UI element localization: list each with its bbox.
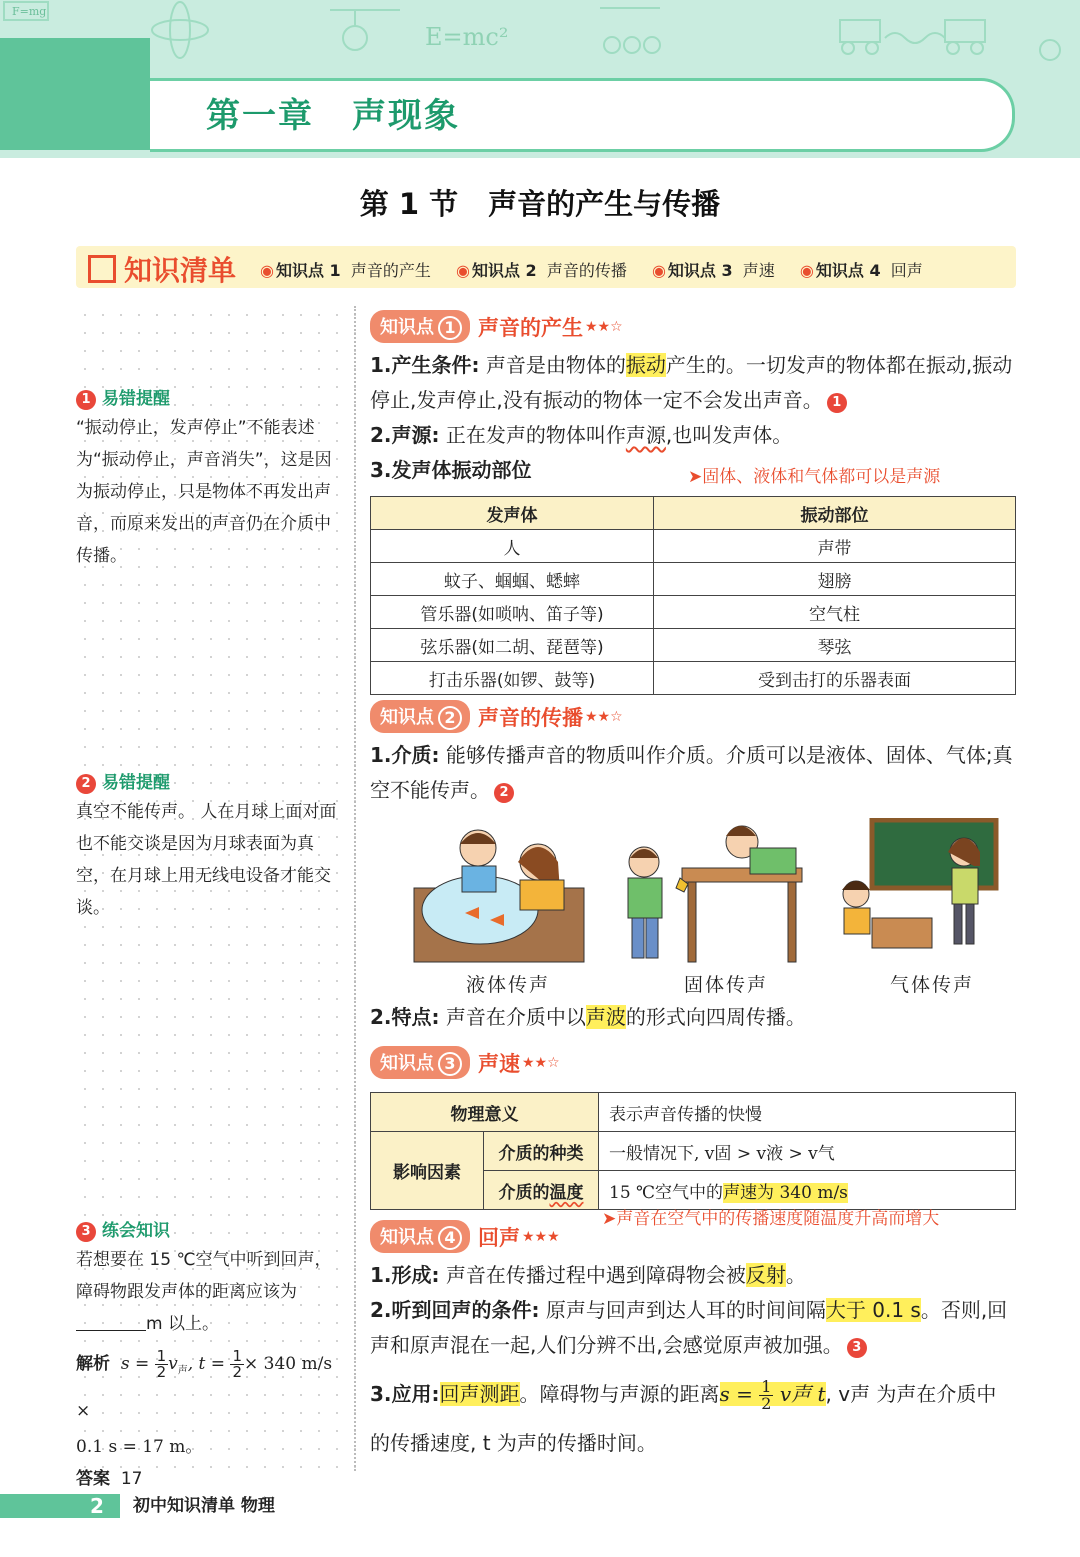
knowledge-list-item[interactable]: ◉ 知识点 3 声速 <box>651 261 775 280</box>
star-rating: ★★☆ <box>522 1054 560 1071</box>
table-row: 物理意义 表示声音传播的快慢 <box>371 1093 1016 1132</box>
kp2-para-2: 2.特点: 声音在介质中以声波的形式向四周传播。 <box>370 1005 806 1029</box>
knowledge-point-4-heading: 知识点 4 回声 ★★★ <box>370 1220 560 1254</box>
tip-text: 真空不能传声。 人在月球上面对面也不能交谈是因为月球表面为真空，在月球上用无线电设备才能交谈。 <box>76 802 337 918</box>
chapter-banner <box>0 0 1080 158</box>
section-title <box>0 182 1080 223</box>
table-row: 介质的温度 15 ℃空气中的声速为 340 m/s <box>371 1171 1016 1210</box>
bullet-icon: ◉ <box>651 261 666 280</box>
practice-badge: 3 <box>76 1222 96 1242</box>
footer-text: 初中知识清单 物理 <box>133 1496 275 1516</box>
tip-badge: 2 <box>494 783 514 803</box>
practice-block <box>76 1218 346 1495</box>
tip-block-2 <box>76 770 346 924</box>
kp4-para-1: 1.形成: 声音在传播过程中遇到障碍物会被反射。 <box>370 1263 806 1287</box>
table-row: 打击乐器(如锣、鼓等) 受到击打的乐器表面 <box>371 662 1016 695</box>
page-number: 2 <box>90 1494 104 1518</box>
practice-answer: 答案 17 <box>76 1469 143 1490</box>
knowledge-list-item[interactable]: ◉ 知识点 2 声音的传播 <box>455 261 627 280</box>
knowledge-point-2-heading: 知识点 2 声音的传播 ★★☆ <box>370 700 623 734</box>
table-row: 蚊子、蝈蝈、蟋蟀 翅膀 <box>371 563 1016 596</box>
table-row: 管乐器(如唢呐、笛子等) 空气柱 <box>371 596 1016 629</box>
classroom-illustration <box>836 818 1006 968</box>
knowledge-list-item[interactable]: ◉ 知识点 1 声音的产生 <box>260 261 431 280</box>
tip-title: 2 易错提醒 <box>76 770 346 796</box>
section-name: 声音的产生与传播 <box>488 187 721 221</box>
banner-tab <box>0 38 150 150</box>
tip-badge: 1 <box>827 393 847 413</box>
table-row: 影响因素 介质的种类 一般情况下, v固 > v液 > v气 <box>371 1132 1016 1171</box>
fishbowl-illustration <box>410 818 590 968</box>
svg-text:F=mg: F=mg <box>12 5 47 18</box>
kp4-para-2: 2.听到回声的条件: 原声与回声到达人耳的时间间隔大于 0.1 s。否则,回声和原声混在一起,人们分辨不出,会感觉原声被加强。 3 <box>370 1298 1008 1357</box>
tip-text: “振动停止，发声停止”不能表述为“振动停止，声音消失”，这是因为振动停止，只是物体不再发出声音，而原来发出的声音仍在介质中传播。 <box>76 418 332 566</box>
knowledge-list <box>76 246 1016 288</box>
caption-solid: 固体传声 <box>684 974 769 996</box>
table-knock-illustration <box>622 818 812 968</box>
caption-liquid: 液体传声 <box>466 974 551 996</box>
tip-badge: 1 <box>76 390 96 410</box>
bullet-icon: ◉ <box>799 261 814 280</box>
kp-pill: 知识点 2 <box>370 700 470 733</box>
practice-title: 3 练会知识 <box>76 1218 346 1244</box>
answer-blank[interactable] <box>76 1312 146 1331</box>
svg-text:E=mc²: E=mc² <box>425 23 509 51</box>
kp-pill: 知识点 3 <box>370 1046 470 1079</box>
knowledge-list-heading: 知识清单 <box>88 249 236 289</box>
tip-badge: 2 <box>76 774 96 794</box>
kp-pill: 知识点 4 <box>370 1220 470 1253</box>
annotation-note: ➤固体、液体和气体都可以是声源 <box>688 467 941 487</box>
checkbox-icon <box>88 255 116 283</box>
practice-question: 若想要在 15 ℃空气中听到回声，障碍物跟发声体的距离应该为 m 以上。 <box>76 1250 332 1334</box>
knowledge-list-item[interactable]: ◉ 知识点 4 回声 <box>799 261 923 280</box>
tip-badge: 3 <box>847 1338 867 1358</box>
knowledge-point-3-heading: 知识点 3 声速 ★★☆ <box>370 1046 560 1080</box>
tip-block-1 <box>76 386 346 572</box>
kp-pill: 知识点 1 <box>370 310 470 343</box>
kp4-para-3-cont: 的传播速度, t 为声的传播时间。 <box>370 1431 657 1455</box>
kp4-para-3: 3.应用:回声测距。障碍物与声源的距离s = $\frac{1}{2}$ v声 t, v声 为声在介质中 <box>370 1377 997 1413</box>
caption-gas: 气体传声 <box>890 974 975 996</box>
knowledge-list-items <box>260 258 943 281</box>
table-row: 人 声带 <box>371 530 1016 563</box>
fraction: $\frac{1}{2}$ <box>232 1346 242 1381</box>
chapter-number: 第一章 <box>206 96 314 136</box>
sidebar-notes <box>76 306 356 1490</box>
table-row: 弦乐器(如二胡、琵琶等) 琴弦 <box>371 629 1016 662</box>
section-number: 第 1 节 <box>359 187 459 221</box>
bullet-icon: ◉ <box>455 261 470 280</box>
kp1-para-3: 3.发声体振动部位 <box>370 458 532 482</box>
practice-analysis: 解析 s = $\frac{1}{2}$ $v_声$, t = $\frac{1}{2}$ × 340 m/s × <box>76 1346 333 1422</box>
vibration-table: 发声体 振动部位 人 声带 蚊子、蝈蝈、蟋蟀 翅膀 管乐器(如唢呐、笛子等) 空气柱 弦乐器(如二胡、琵琶等) 琴弦 打击乐器(如锣、鼓等) 受到击打的乐器表面 <box>370 496 1016 695</box>
page-footer <box>0 1494 360 1518</box>
practice-analysis-tail: 0.1 s = 17 m。 <box>76 1437 203 1458</box>
annotation-note: ➤声音在空气中的传播速度随温度升高而增大 <box>602 1209 940 1229</box>
knowledge-point-1-heading: 知识点 1 声音的产生 ★★☆ <box>370 310 623 344</box>
bullet-icon: ◉ <box>260 261 274 280</box>
kp1-para-2: 2.声源: 正在发声的物体叫作声源,也叫发声体。 <box>370 423 793 447</box>
sound-speed-table <box>370 1092 1016 1210</box>
physics-decoration <box>0 0 1080 80</box>
star-rating: ★★☆ <box>585 318 623 335</box>
star-rating: ★★☆ <box>585 708 623 725</box>
chapter-name: 声现象 <box>352 96 460 136</box>
kp1-para-1: 1.产生条件: 声音是由物体的振动产生的。一切发声的物体都在振动,振动停止,发声停止,没有振动的物体一定不会发出声音。 1 <box>370 353 1013 412</box>
kp2-para-1: 1.介质: 能够传播声音的物质叫作介质。介质可以是液体、固体、气体;真空不能传声。 2 <box>370 743 1013 802</box>
fraction: $\frac{1}{2}$ <box>156 1346 167 1381</box>
star-rating: ★★★ <box>522 1228 560 1245</box>
chapter-title <box>206 88 498 137</box>
tip-title: 1 易错提醒 <box>76 386 346 412</box>
